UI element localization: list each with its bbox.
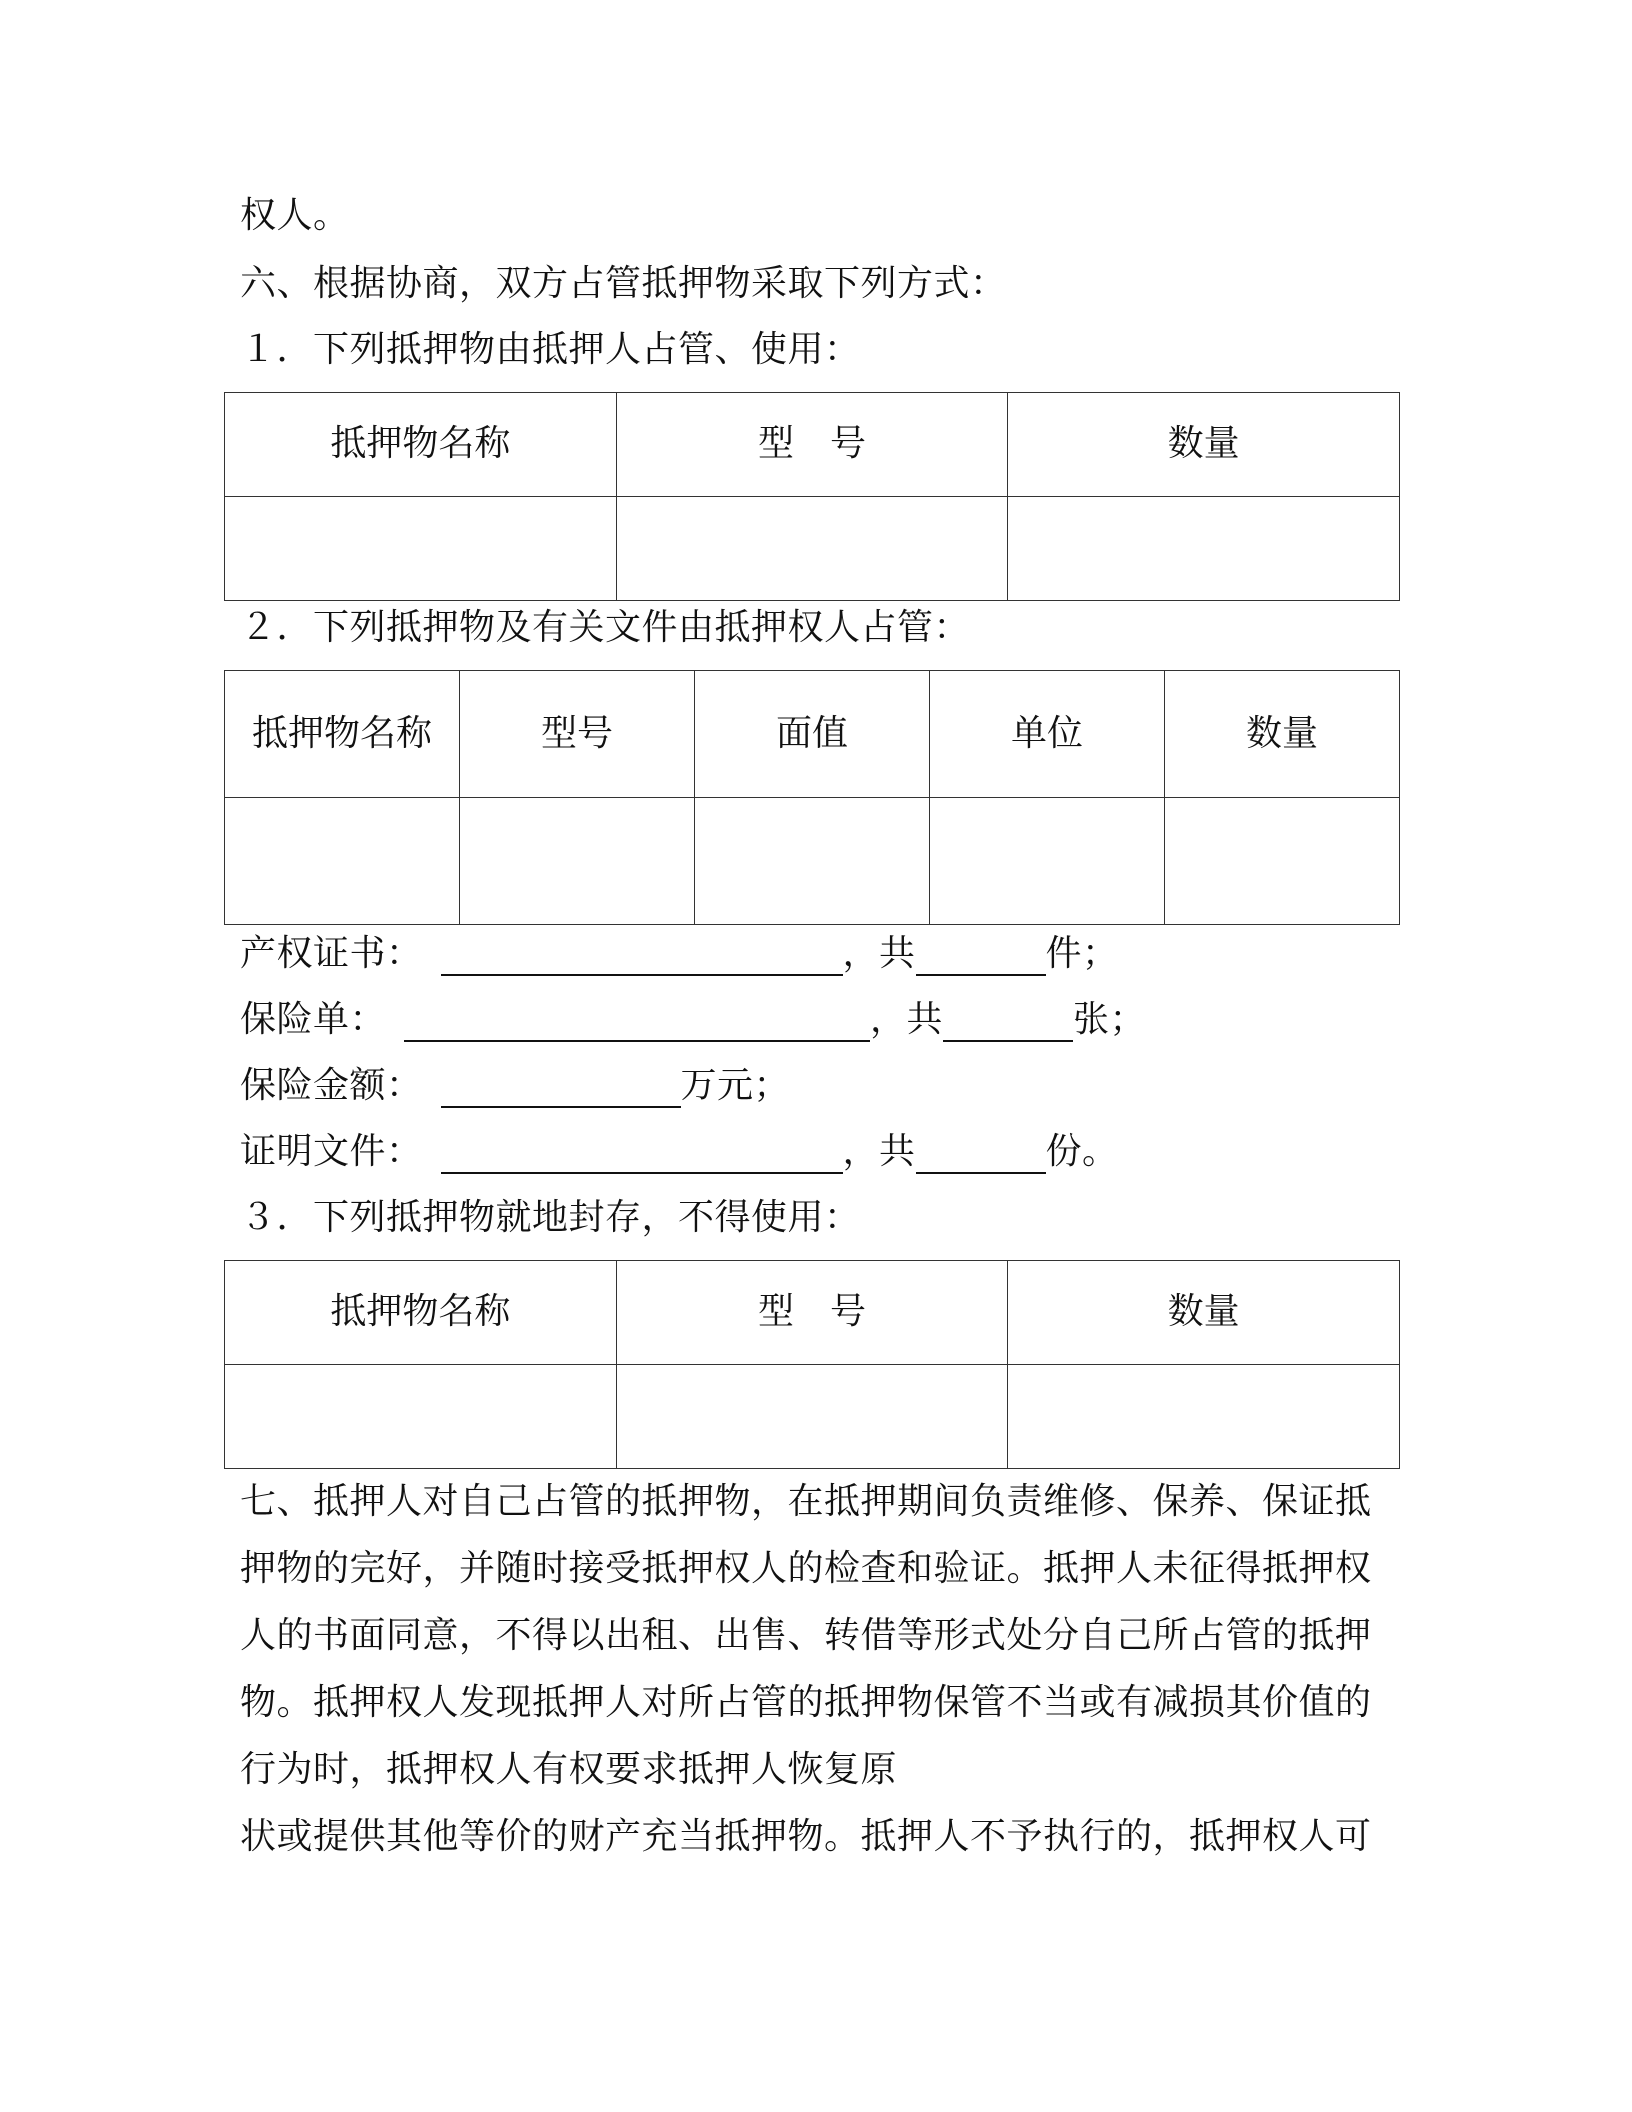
total-prefix: ，共 <box>842 1131 916 1172</box>
total-prefix: ，共 <box>842 933 916 974</box>
table-cell-blank[interactable] <box>616 1365 1008 1469</box>
table-header-row <box>225 1261 1400 1365</box>
paragraph-line: 七、抵押人对自己占管的抵押物，在抵押期间负责维修、保养、保证抵 <box>240 1481 1372 1522</box>
paragraph-line: 押物的完好，并随时接受抵押权人的检查和验证。抵押人未征得抵押权 <box>240 1548 1372 1589</box>
property-cert-label: 产权证书： <box>240 933 423 974</box>
insurance-amount-field[interactable] <box>441 1062 681 1108</box>
item3-title: ３．下列抵押物就地封存，不得使用： <box>240 1197 861 1238</box>
table-cell-blank[interactable] <box>1008 1365 1400 1469</box>
table-cell-blank[interactable] <box>695 798 930 925</box>
cert-docs-row <box>240 1128 1119 1174</box>
table-header-cell: 数量 <box>1165 671 1400 798</box>
table-sealed-on-site <box>224 1260 1400 1469</box>
cert-docs-label: 证明文件： <box>240 1131 423 1172</box>
insurance-amount-label: 保险金额： <box>240 1065 423 1106</box>
intro-line: 权人。 <box>240 195 350 236</box>
table-header-cell: 型号 <box>460 671 695 798</box>
table-row <box>225 497 1400 601</box>
item1-title: １．下列抵押物由抵押人占管、使用： <box>240 329 861 370</box>
paragraph-line: 人的书面同意，不得以出租、出售、转借等形式处分自己所占管的抵押 <box>240 1615 1372 1656</box>
table-header-cell: 型 号 <box>616 1261 1008 1365</box>
paragraph-line: 状或提供其他等价的财产充当抵押物。抵押人不予执行的，抵押权人可 <box>240 1816 1372 1857</box>
paragraph-line: 行为时，抵押权人有权要求抵押人恢复原 <box>240 1749 898 1790</box>
table-cell-blank[interactable] <box>1165 798 1400 925</box>
table-header-cell: 面值 <box>695 671 930 798</box>
cert-docs-field[interactable] <box>441 1128 843 1174</box>
table-occupied-by-mortgagee <box>224 670 1400 925</box>
table-header-cell: 单位 <box>930 671 1165 798</box>
table-cell-blank[interactable] <box>930 798 1165 925</box>
table-header-row <box>225 671 1400 798</box>
table-cell-blank[interactable] <box>616 497 1008 601</box>
table-row <box>225 798 1400 925</box>
table-cell-blank[interactable] <box>460 798 695 925</box>
property-cert-row <box>240 930 1119 976</box>
property-cert-count-field[interactable] <box>916 930 1046 976</box>
table-header-cell: 抵押物名称 <box>225 671 460 798</box>
total-prefix: ，共 <box>870 999 944 1040</box>
table-header-row <box>225 393 1400 497</box>
paragraph-line: 物。抵押权人发现抵押人对所占管的抵押物保管不当或有减损其价值的 <box>240 1682 1372 1723</box>
table-header-cell: 数量 <box>1008 393 1400 497</box>
unit-label: 份。 <box>1045 1131 1119 1172</box>
unit-label: 张； <box>1073 999 1147 1040</box>
table-cell-blank[interactable] <box>225 1365 617 1469</box>
table-cell-blank[interactable] <box>1008 497 1400 601</box>
table-header-cell: 抵押物名称 <box>225 393 617 497</box>
table-cell-blank[interactable] <box>225 798 460 925</box>
unit-label: 万元； <box>680 1065 791 1106</box>
table-header-cell: 数量 <box>1008 1261 1400 1365</box>
insurance-policy-count-field[interactable] <box>943 996 1073 1042</box>
unit-label: 件； <box>1045 933 1119 974</box>
property-cert-field[interactable] <box>441 930 843 976</box>
section6-title: 六、根据协商，双方占管抵押物采取下列方式： <box>240 263 1007 304</box>
table-occupied-by-mortgagor <box>224 392 1400 601</box>
item2-title: ２．下列抵押物及有关文件由抵押权人占管： <box>240 607 971 648</box>
table-header-cell: 型 号 <box>616 393 1008 497</box>
section7-paragraph <box>240 1468 1390 1870</box>
insurance-policy-row <box>240 996 1146 1042</box>
insurance-policy-label: 保险单： <box>240 999 387 1040</box>
table-row <box>225 1365 1400 1469</box>
table-cell-blank[interactable] <box>225 497 617 601</box>
table-header-cell: 抵押物名称 <box>225 1261 617 1365</box>
insurance-amount-row <box>240 1062 790 1108</box>
cert-docs-count-field[interactable] <box>916 1128 1046 1174</box>
insurance-policy-field[interactable] <box>404 996 870 1042</box>
